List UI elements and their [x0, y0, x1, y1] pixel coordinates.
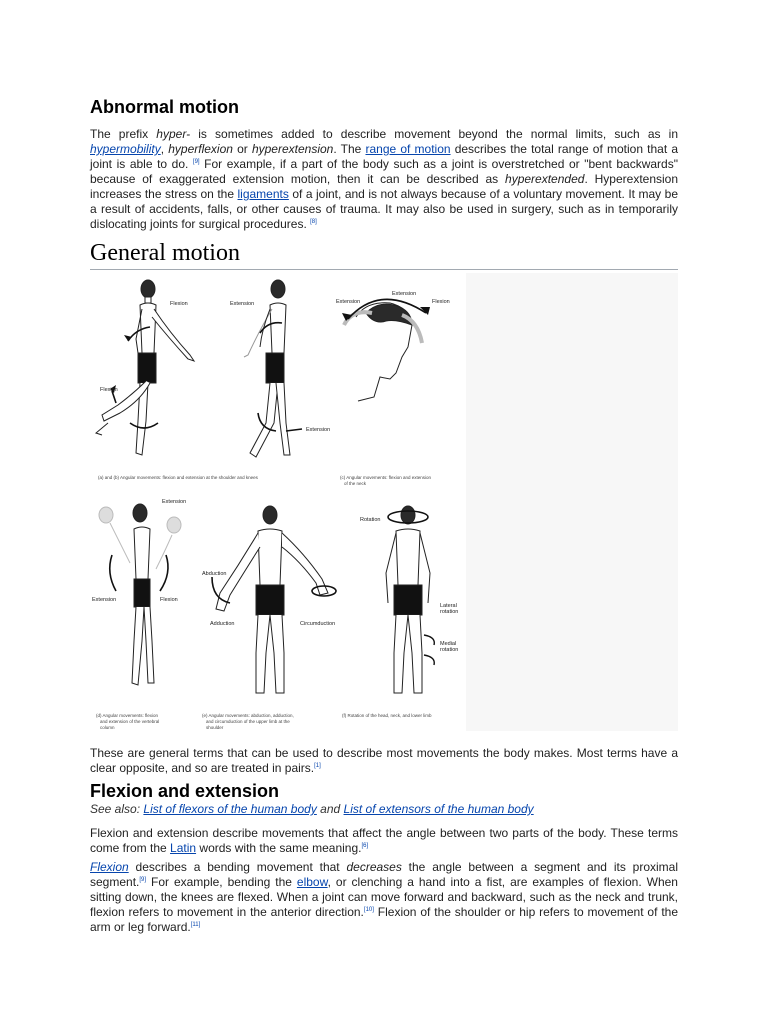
link-list-of-flexors[interactable]: List of flexors of the human body: [143, 802, 317, 816]
figure-background-panel: [466, 273, 678, 731]
caption-ab: (a) and (b) Angular movements: flexion and extension at the shoulder and knees: [98, 475, 258, 480]
caption-d-line3: column: [100, 725, 115, 730]
abnormal-motion-heading: Abnormal motion: [90, 97, 239, 117]
caption-e-line1: (e) Angular movements: abduction, adduction,: [202, 713, 294, 718]
link-range-of-motion[interactable]: range of motion: [365, 142, 451, 156]
citation-9[interactable]: [9]: [192, 159, 200, 165]
citation-6[interactable]: [6]: [361, 843, 369, 849]
citation-11[interactable]: [11]: [190, 922, 201, 928]
flexion-extension-heading: Flexion and extension: [90, 781, 280, 801]
citation-1[interactable]: [1]: [314, 763, 321, 769]
link-latin[interactable]: Latin: [170, 841, 197, 855]
caption-e-line2: and circumduction of the upper limb at the: [206, 719, 290, 724]
general-motion-paragraph: These are general terms that can be used to describe most movements the body makes. Most terms have a clear opposite, and so are treated in pairs.[1]: [90, 746, 678, 775]
label-flexion-shoulder: Flexion: [170, 301, 188, 307]
label-medial-rotation-2: rotation: [440, 647, 459, 653]
label-spine-extension: Extension: [92, 597, 117, 603]
label-spine-extension-top: Extension: [162, 499, 187, 505]
body-movements-figure: [90, 273, 466, 731]
label-spine-flexion: Flexion: [160, 597, 178, 603]
label-rotation: Rotation: [360, 517, 381, 523]
caption-c-line2: of the neck: [344, 481, 367, 486]
link-flexion[interactable]: Flexion: [90, 860, 129, 874]
label-adduction: Adduction: [210, 621, 235, 627]
label-medial-rotation-1: Medial: [440, 641, 457, 647]
label-flexion-knee: Flexion: [100, 387, 118, 393]
link-elbow[interactable]: elbow: [296, 875, 328, 889]
abnormal-motion-paragraph: The prefix hyper- is sometimes added to describe movement beyond the normal limits, such as in hypermobility, hyperflexion or hyperextension. The range of motion describes the total range of motion that a joint is able to do. [9] For example, if a part of the body such as a joint is overstretched or "bent backwards" because of exaggerated extension motion, then it can be described as hyperextended. Hyperextension increases the stress on the ligaments of a joint, and is not always because of a voluntary movement. It may be a result of accidents, falls, or other causes of trauma. It may also be used in surgery, such as in temporarily dislocating joints for surgical procedures. [8]: [90, 127, 679, 231]
citation-9b[interactable]: [9]: [139, 877, 147, 883]
citation-10[interactable]: [10]: [363, 907, 374, 913]
caption-c-line1: (c) Angular movements: flexion and extension: [340, 475, 432, 480]
caption-f: (f) Rotation of the head, neck, and lower limb: [342, 713, 432, 718]
label-head-extension-top: Extension: [392, 291, 417, 297]
label-circumduction: Circumduction: [300, 621, 336, 627]
flexion-definition-paragraph: Flexion describes a bending movement that decreases the angle between a segment and its proximal segment.[9] For example, bending the elbow, or clenching a hand into a fist, are examples of flexion. When sitting down, the knees are flexed. When a joint can move forward and backward, such as the neck and trunk, flexion refers to movement in the anterior direction.[10] Flexion of the shoulder or hip refers to movement of the arm or leg forward.[11]: [90, 860, 678, 934]
general-motion-heading: General motion: [90, 240, 678, 270]
link-ligaments[interactable]: ligaments: [237, 187, 289, 201]
see-also-note: See also: List of flexors of the human body and List of extensors of the human body: [90, 802, 534, 816]
label-head-extension: Extension: [336, 299, 361, 305]
label-head-flexion: Flexion: [432, 299, 450, 305]
link-hypermobility[interactable]: hypermobility: [90, 142, 161, 156]
label-lateral-rotation-1: Lateral: [440, 603, 457, 609]
caption-e-line3: shoulder: [206, 725, 224, 730]
flexion-intro-paragraph: Flexion and extension describe movements that affect the angle between two parts of the body. These terms come from the Latin words with the same meaning.[6]: [90, 826, 678, 855]
caption-d-line1: (d) Angular movements: flexion: [96, 713, 159, 718]
citation-8[interactable]: [8]: [310, 219, 317, 225]
caption-d-line2: and extension of the vertebral: [100, 719, 160, 724]
label-abduction: Abduction: [202, 571, 227, 577]
label-extension-shoulder: Extension: [230, 301, 255, 307]
link-list-of-extensors[interactable]: List of extensors of the human body: [343, 802, 534, 816]
label-extension-knee: Extension: [306, 427, 331, 433]
label-lateral-rotation-2: rotation: [440, 609, 459, 615]
